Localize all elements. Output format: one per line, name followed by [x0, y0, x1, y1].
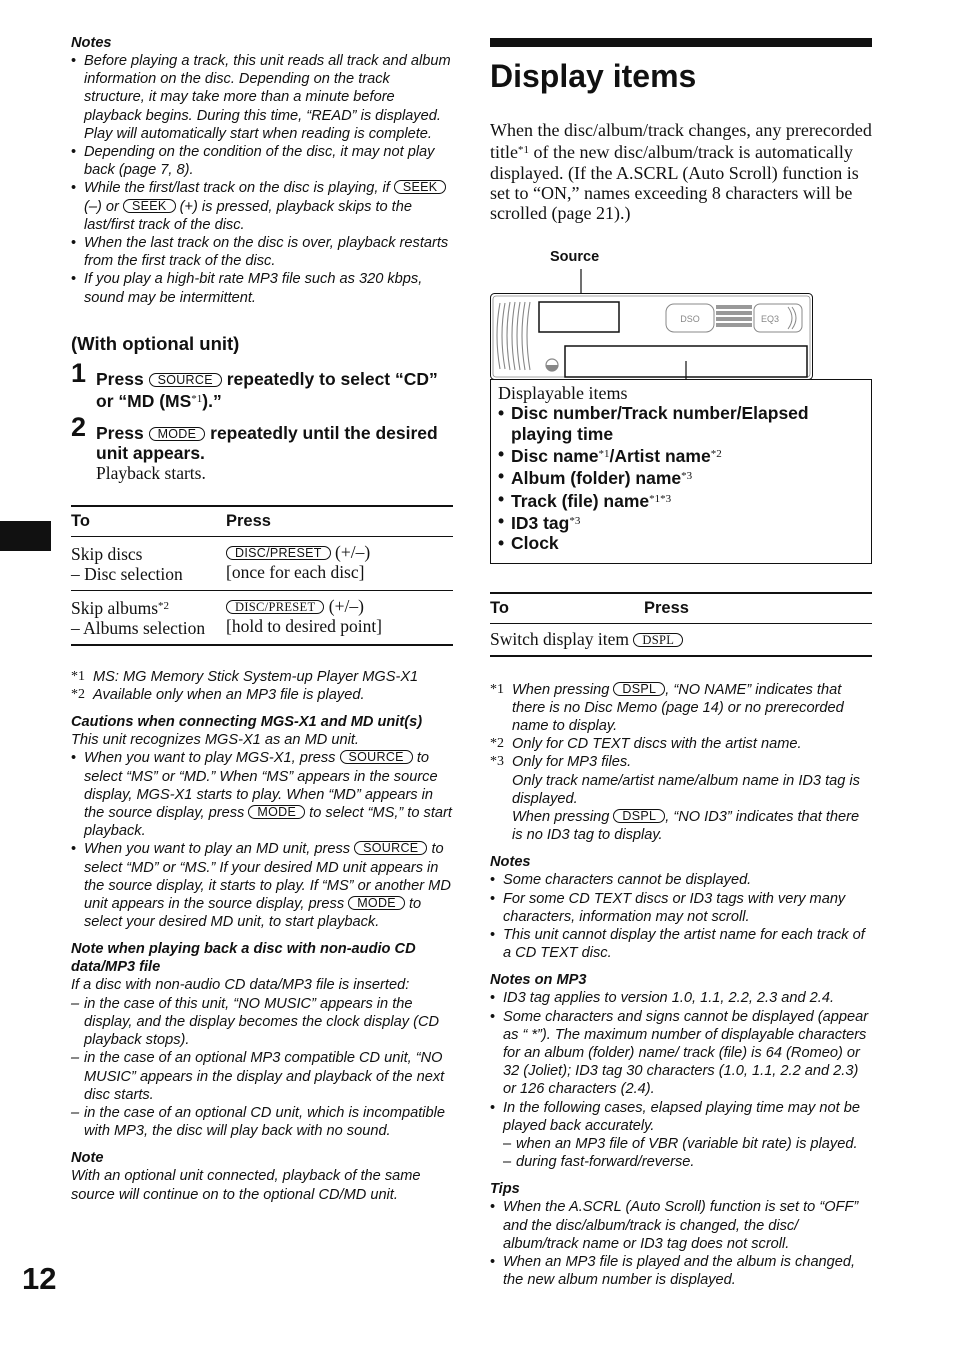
tip-item: • When an MP3 file is played and the album is changed, the new album number is displayed. [490, 1253, 872, 1289]
note-item: • This unit cannot display the artist name for each track of a CD TEXT disc. [490, 926, 872, 962]
note-item: • For some CD TEXT discs or ID3 tags with very many characters, information may not scroll. [490, 890, 872, 926]
right-column [490, 38, 872, 1289]
footnote: *1 When pressing DSPL , “NO NAME” indicates that there is no Disc Memo (page 14) or no prerecorded name to display. [490, 681, 844, 734]
disc-preset-key: DISC/PRESET [226, 546, 331, 560]
mode-key: MODE [149, 427, 206, 441]
note-text: With an optional unit connected, playback of the same source will continue on to the optional CD/MD unit. [71, 1168, 421, 1203]
cautions-intro: This unit recognizes MGS-X1 as an MD unit. [71, 732, 359, 749]
seek-key: SEEK [123, 199, 176, 213]
footnote: *2 Only for CD TEXT discs with the artist name. [490, 736, 802, 753]
page-thumb-tab [0, 521, 51, 551]
footnote: *1 MS: MG Memory Stick System-up Player MGS-X1 [71, 668, 419, 685]
mode-key: MODE [348, 896, 405, 910]
mp3-note-item: • Some characters and signs cannot be displayed (appear as “ *”). The maximum number of displayable characters for an album (folder) name/ track (file) is 64 (Romeo) or 32 (Joliet); ID3 tag 30 characters (1.0, 1.1, 2.2 and 2.3) or 126 characters (2.4). [490, 1008, 872, 1099]
page-number: 12 [22, 1261, 57, 1296]
footnote: *3 Only for MP3 files. Only track name/artist name/album name in ID3 tag is displayed. When pressing DSPL , “NO ID3” indicates that there is no ID3 tag to display. [490, 754, 860, 844]
note-item: • Some characters cannot be displayed. [490, 871, 872, 889]
note-item: • Depending on the condition of the disc, it may not play back (page 7, 8). [71, 143, 453, 179]
dspl-key: DSPL [613, 809, 665, 823]
col-press: Press [226, 506, 453, 537]
eq-icon: EQ3 [760, 314, 780, 325]
notes-heading: Notes [490, 854, 531, 871]
box-title: Displayable items [498, 383, 628, 404]
caution-item: • When you want to play an MD unit, press SOURCE to select “MD” or “MS.” If your desired MD unit appears in the source display, it starts to play. If “MS” or another MD unit appears in the source display, press MODE to select your desired MD unit, to start playback. [71, 840, 453, 931]
nonaudio-heading: Note when playing back a disc with non-audio CD data/MP3 file [71, 941, 416, 976]
col-to: To [71, 506, 226, 537]
note-item: • While the first/last track on the disc is playing, if SEEK (–) or SEEK (+) is pressed, playback skips to the last/first track of the disc. [71, 179, 453, 234]
notes-heading: Notes [71, 35, 112, 51]
nonaudio-item: – in the case of an optional CD unit, which is incompatible with MP3, the disc will play back with no sound. [71, 1104, 453, 1140]
step-1: 1 Press SOURCE repeatedly to select “CD” or “MD (MS$^{*1}$).” [71, 357, 438, 411]
note-item: • When the last track on the disc is over, playback restarts from the first track of the disc. [71, 234, 453, 270]
displayable-items-list [498, 403, 864, 553]
display-diagram [490, 245, 872, 379]
source-key: SOURCE [354, 841, 427, 855]
nonaudio-list [71, 995, 453, 1141]
seek-key: SEEK [394, 180, 447, 194]
tip-item: • When the A.SCRL (Auto Scroll) function is set to “OFF” and the disc/album/track is changed, the disc/ album/track name or ID3 tag does not scroll. [490, 1198, 872, 1253]
col-press: Press [644, 593, 872, 624]
list-item: • Disc name$^{*1}$/Artist name$^{*2}$ [498, 444, 864, 466]
display-switch-table [490, 592, 872, 657]
step-2-result: Playback starts. [96, 462, 206, 483]
disc-preset-key: DISC/PRESET [226, 600, 324, 614]
list-item: • Track (file) name$^{*1*3}$ [498, 489, 864, 511]
mp3-note-item: • ID3 tag applies to version 1.0, 1.1, 2.2, 2.3 and 2.4. [490, 989, 872, 1007]
list-item: • Clock [498, 533, 864, 553]
optional-unit-heading: (With optional unit) [71, 332, 240, 354]
footnote: *2 Available only when an MP3 file is played. [71, 687, 365, 704]
unit-display-illustration [490, 245, 872, 379]
list-item: • ID3 tag$^{*3}$ [498, 511, 864, 533]
intro-paragraph: When the disc/album/track changes, any prerecorded title$^{*1}$ of the new disc/album/track is automatically displayed. (If the A.SCRL (Auto Scroll) function is set to “ON,” names exceeding 8 characters will be scrolled (page 21).) [490, 120, 872, 224]
source-key: SOURCE [149, 373, 222, 387]
caution-item: • When you want to play MGS-X1, press SOURCE to select “MS” or “MD.” When “MS” appears in the source display, MGS-X1 starts to play. When “MD” appears in the source display, press MODE to select “MS,” to start playback. [71, 749, 453, 840]
list-item: • Disc number/Track number/Elapsed playing time [498, 403, 864, 444]
page-title: Display items [490, 38, 872, 96]
tips-heading: Tips [490, 1181, 520, 1198]
col-to: To [490, 593, 644, 624]
mp3-subitem: – when an MP3 file of VBR (variable bit rate) is played. [503, 1135, 872, 1153]
list-item: • Album (folder) name$^{*3}$ [498, 466, 864, 488]
dspl-key: DSPL [613, 682, 665, 696]
mp3-notes-heading: Notes on MP3 [490, 972, 587, 989]
nonaudio-intro: If a disc with non-audio CD data/MP3 file is inserted: [71, 977, 410, 994]
mode-key: MODE [248, 805, 305, 819]
source-key: SOURCE [340, 750, 413, 764]
footnotes [490, 681, 872, 845]
cautions-heading: Cautions when connecting MGS-X1 and MD unit(s) [71, 714, 423, 731]
cautions-list [71, 749, 453, 931]
nonaudio-item: – in the case of an optional MP3 compatible CD unit, “NO MUSIC” appears in the display and playback of the next disc starts. [71, 1049, 453, 1104]
mp3-notes-list [490, 989, 872, 1171]
mp3-note-item: • In the following cases, elapsed playing time may not be played back accurately. – when an MP3 file of VBR (variable bit rate) is played. – during fast-forward/reverse. [490, 1099, 872, 1172]
dspl-key: DSPL [633, 633, 683, 647]
table-row: Switch display item DSPL [490, 623, 872, 656]
table-row: Skip albums$^{*2}$ – Albums selection DISC/PRESET (+/–) [hold to desired point] [71, 590, 453, 645]
displayable-items-box [490, 379, 872, 563]
tips-list [490, 1198, 872, 1289]
nonaudio-item: – in the case of this unit, “NO MUSIC” appears in the display, and the display becomes the clock display (CD playback stops). [71, 995, 453, 1050]
mp3-sublist [503, 1135, 872, 1171]
note-item: • Before playing a track, this unit reads all track and album information on the disc. Depending on the track structure, it may take more than a minute before playback begins. During this time, “READ” is displayed. Play will automatically start when reading is complete. [71, 52, 453, 143]
footnotes [71, 668, 453, 704]
step-2: 2 Press MODE repeatedly until the desired unit appears. Playback starts. [71, 423, 453, 483]
left-column [71, 34, 453, 1204]
notes-list [71, 52, 453, 307]
mp3-subitem: – during fast-forward/reverse. [503, 1153, 872, 1171]
note-heading: Note [71, 1150, 104, 1167]
note-item: • If you play a high-bit rate MP3 file such as 320 kbps, sound may be intermittent. [71, 270, 453, 306]
notes-list [490, 871, 872, 962]
disc-icon: DSO [680, 314, 700, 325]
table-row: Skip discs – Disc selection DISC/PRESET (+/–) [once for each disc] [71, 536, 453, 590]
source-label: Source [550, 249, 600, 266]
disc-skip-table [71, 505, 453, 646]
